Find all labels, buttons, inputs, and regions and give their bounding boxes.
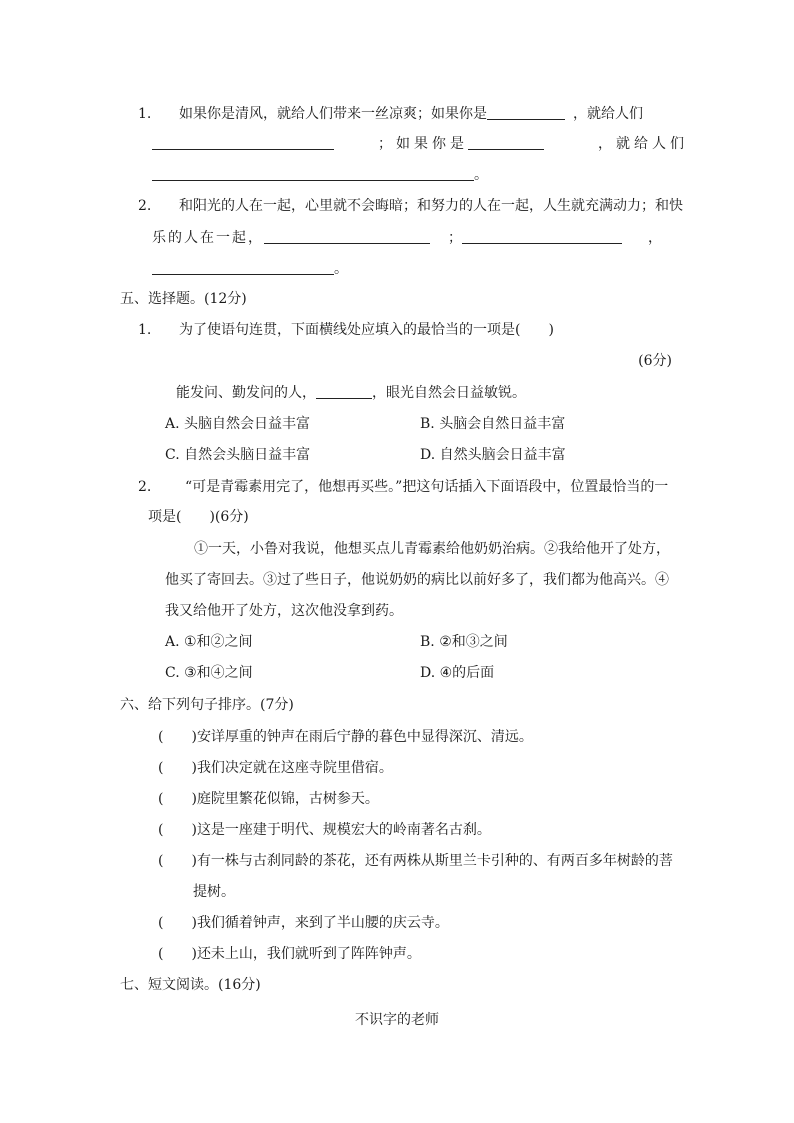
q4-item2-line1: 和阳光的人在一起，心里就不会晦暗；和努力的人在一起，人生就充满动力；和快 [179,198,683,214]
answer-blank[interactable] [152,260,334,275]
answer-paren[interactable]: ( ) [158,791,197,807]
q4-item2-line2: 乐的人在一起， ； ， [152,230,662,246]
answer-paren[interactable]: ( ) [158,946,197,962]
section-heading: 七、短文阅读。(16分) [120,977,261,993]
sort-sentence: 有一株与古刹同龄的茶花，还有两株从斯里兰卡引种的、有两百多年树龄的菩 [196,853,673,869]
sort-row [158,944,421,964]
option-a[interactable]: A. ①和②之间 [165,634,253,650]
answer-paren[interactable]: ( ) [158,822,197,838]
sort-sentence: 我们循着钟声，来到了半山腰的庆云寺。 [196,915,449,931]
sort-sentence: 庭院里繁花似锦，古树参天。 [196,791,379,807]
option-b[interactable]: B. ②和③之间 [420,634,508,650]
option-d[interactable]: D. ④的后面 [420,665,495,681]
answer-blank[interactable] [316,384,372,399]
option-c[interactable]: C. ③和④之间 [165,665,253,681]
item-number: 1. [138,106,152,122]
option-d[interactable]: D. 自然头脑会日益丰富 [420,447,566,463]
answer-blank[interactable] [152,135,334,150]
answer-paren[interactable]: ( ) [158,760,197,776]
q4-item2-line3: 。 [152,259,348,279]
answer-blank[interactable] [487,105,565,120]
passage-line: 我又给他开了处方，这次他没拿到药。 [165,603,403,619]
answer-blank[interactable] [468,135,544,150]
sort-row [158,789,379,809]
sort-sentence: 这是一座建于明代、规模宏大的岭南著名古刹。 [196,822,491,838]
answer-paren[interactable]: ( ) [158,915,197,931]
sort-row [158,913,449,933]
question-stem: “可是青霉素用完了，他想再买些。”把这句话插入下面语段中，位置最恰当的一 [185,479,669,495]
sort-sentence-cont: 提树。 [193,884,235,900]
sort-sentence: 安详厚重的钟声在雨后宁静的暮色中显得深沉、清远。 [196,729,533,745]
sort-row [158,727,533,747]
section-heading: 六、给下列句子排序。(7分) [120,697,294,713]
item-number: 2. [138,479,152,495]
question-stem-cont: 项是( )(6分) [148,509,249,525]
sort-row [158,851,673,871]
q4-item1-line2: ；如果你是 ，就给人们 [152,134,688,154]
answer-blank[interactable] [264,229,430,244]
question-stem: 为了使语句连贯，下面横线处应填入的最恰当的一项是( ) [179,322,554,338]
passage-line: ①一天，小鲁对我说，他想买点儿青霉素给他奶奶治病。②我给他开了处方， [194,541,670,557]
section-heading: 五、选择题。(12分) [120,291,247,307]
item-number: 1. [138,322,152,338]
passage-line: 他买了寄回去。③过了些日子，他说奶奶的病比以前好多了，我们都为他高兴。④ [165,572,669,588]
answer-blank[interactable] [462,229,622,244]
answer-paren[interactable]: ( ) [158,853,197,869]
sort-sentence: 我们决定就在这座寺院里借宿。 [196,760,393,776]
option-a[interactable]: A. 头脑自然会日益丰富 [165,416,311,432]
score-label: (6分) [638,353,672,369]
item-number: 2. [138,198,152,214]
question-sentence: 能发问、勤发问的人， ，眼光自然会日益敏锐。 [176,385,526,401]
passage-title: 不识字的老师 [355,1012,439,1028]
sort-row [158,758,393,778]
option-b[interactable]: B. 头脑会自然日益丰富 [420,416,566,432]
option-c[interactable]: C. 自然会头脑日益丰富 [165,447,311,463]
answer-blank[interactable] [152,166,474,181]
sort-row [158,820,491,840]
answer-paren[interactable]: ( ) [158,729,197,745]
q4-item1-line3: 。 [152,165,488,185]
sort-sentence: 还未上山，我们就听到了阵阵钟声。 [196,946,421,962]
q4-item1-line1: 如果你是清风，就给人们带来一丝凉爽；如果你是 ，就给人们 [179,106,643,122]
